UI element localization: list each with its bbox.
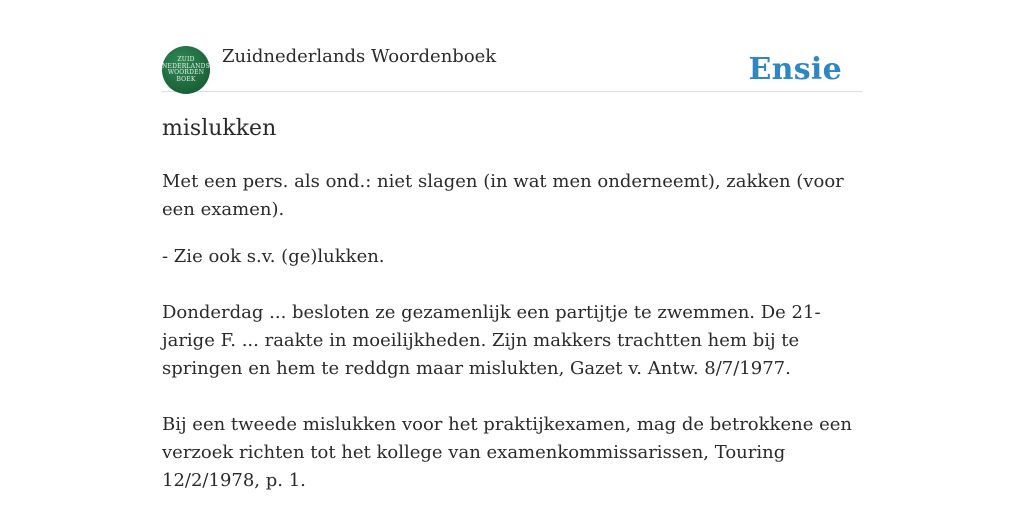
header — [162, 0, 862, 92]
headword: mislukken — [162, 116, 277, 141]
example-quote: Donderdag ... besloten ze gezamenlijk een partijtje te zwemmen. De 21-jarige F. ... raakte in moeilijkheden. Zijn makkers trachtten hem bij te springen en hem te reddgn maar mislukten, Gazet v. Antw. 8/7/1977. — [162, 302, 821, 379]
dictionary-title[interactable]: Zuidnederlands Woordenboek — [222, 46, 497, 67]
logo-text-line: ZUID — [177, 56, 195, 63]
example-quote: Bij een tweede mislukken voor het praktijkexamen, mag de betrokkene een verzoek richten tot het kollege van examenkommissarissen, Touring 12/2/1978, p. 1. — [162, 414, 852, 491]
logo-text-line: NEDERLANDS — [162, 62, 210, 70]
ensie-brand-logo[interactable]: Ensie — [748, 52, 842, 87]
see-also-text: - Zie ook s.v. (ge)lukken. — [162, 246, 385, 267]
logo-text-line: BOEK — [176, 75, 196, 83]
page-container — [162, 0, 862, 491]
logo-text-line: WOORDEN — [167, 69, 205, 76]
dictionary-logo[interactable] — [162, 46, 210, 94]
definition-text: Met een pers. als ond.: niet slagen (in wat men onderneemt), zakken (voor een examen). — [162, 171, 844, 220]
